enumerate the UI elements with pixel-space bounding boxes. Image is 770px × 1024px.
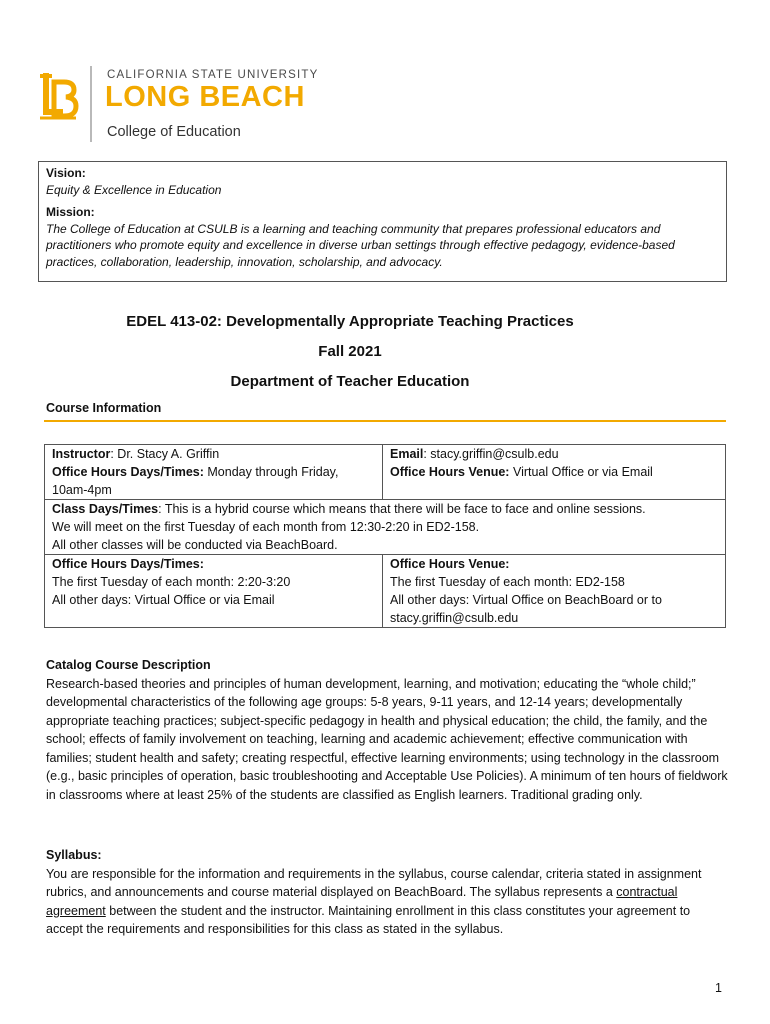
catalog-section <box>46 656 730 804</box>
office-hours-2-line1: The first Tuesday of each month: 2:20-3:20 <box>52 575 291 589</box>
course-information-heading: Course Information <box>46 401 162 415</box>
syllabus-text-before: You are responsible for the information and requirements in the syllabus, course calendar, criteria stated in assignment rubrics, and announcements and course material displayed on BeachBoard. The syllabus represents a <box>46 866 702 899</box>
course-term: Fall 2021 <box>318 343 382 360</box>
course-department: Department of Teacher Education <box>230 373 470 390</box>
contractual-agreement-text: contractual agreement <box>46 885 678 918</box>
course-info-table <box>44 444 726 628</box>
office-hours-2-line2: All other days: Virtual Office or via Email <box>52 593 275 607</box>
vision-text: Equity & Excellence in Education <box>46 182 222 197</box>
table-row <box>45 500 726 555</box>
page-number: 1 <box>715 981 722 995</box>
vision-label: Vision: <box>46 166 86 180</box>
table-row <box>45 445 726 500</box>
email-cell <box>383 445 726 500</box>
office-hours-2-cell <box>45 555 383 628</box>
venue-label: Office Hours Venue: <box>390 465 510 479</box>
catalog-text: Research-based theories and principles of human development, learning, and motivation; educating the “whole child;” developmental characteristics of the following age groups: 5-8 years, 9-11 years, and 12-14 years; developmentally appropriate teaching practices; subject-specific pedagogy in health and physical education; the child, the family, and the school; effects of family involvement on teaching, learning and academic achievement; effective communication with families; student health and safety; creating respectful, effective learning environments; using technology in the classroom (e.g., basic principles of operation, basic troubleshooting and Acceptable Use Policies). A minimum of ten hours of fieldwork in classrooms where at least 25% of the students are classified as English learners. Traditional grading only. <box>46 676 728 802</box>
venue-2-cell <box>383 555 726 628</box>
venue-2-line1: The first Tuesday of each month: ED2-158 <box>390 575 625 589</box>
logo-university-name: CALIFORNIA STATE UNIVERSITY <box>107 69 319 81</box>
venue-value: Virtual Office or via Email <box>509 465 653 479</box>
instructor-value: : Dr. Stacy A. Griffin <box>110 447 220 461</box>
gold-divider <box>44 420 726 422</box>
office-hours-value: Monday through Friday, 10am-4pm <box>52 465 339 497</box>
csulb-logo <box>40 64 330 144</box>
instructor-cell <box>45 445 383 500</box>
syllabus-text <box>46 865 730 939</box>
logo-divider <box>90 66 92 142</box>
lb-monogram-icon <box>40 72 80 122</box>
class-days-line3: All other classes will be conducted via BeachBoard. <box>52 538 338 552</box>
class-days-line1: : This is a hybrid course which means that there will be face to face and online sessions. <box>158 502 646 516</box>
venue-2-label: Office Hours Venue: <box>390 557 510 571</box>
office-hours-2-label: Office Hours Days/Times: <box>52 557 204 571</box>
logo-college-name: College of Education <box>107 124 241 140</box>
syllabus-section <box>46 846 730 939</box>
email-label: Email <box>390 447 424 461</box>
class-days-cell <box>45 500 726 555</box>
office-hours-label: Office Hours Days/Times: <box>52 465 204 479</box>
table-row <box>45 555 726 628</box>
syllabus-text-after: between the student and the instructor. Maintaining enrollment in this class constitutes your agreement to accept the requirements and responsibilities for this class as stated in the syllabus. <box>46 903 691 936</box>
logo-campus-name: LONG BEACH <box>105 81 305 113</box>
course-title: EDEL 413-02: Developmentally Appropriate Teaching Practices <box>126 313 574 330</box>
class-days-label: Class Days/Times <box>52 502 159 516</box>
class-days-line2: We will meet on the first Tuesday of each month from 12:30-2:20 in ED2-158. <box>52 520 480 534</box>
mission-text: The College of Education at CSULB is a learning and teaching community that prepares professional educators and practitioners who promote equity and excellence in diverse urban settings through effective pedagogy, evidence-based practices, collaboration, leadership, innovation, scholarship, and advocacy. <box>46 221 675 269</box>
catalog-heading: Catalog Course Description <box>46 658 211 672</box>
email-value: : stacy.griffin@csulb.edu <box>423 447 559 461</box>
venue-2-line2: All other days: Virtual Office on BeachBoard or to stacy.griffin@csulb.edu <box>390 593 662 625</box>
syllabus-heading: Syllabus: <box>46 848 102 862</box>
instructor-label: Instructor <box>52 447 111 461</box>
mission-label: Mission: <box>46 205 95 219</box>
vision-mission-box <box>38 161 727 282</box>
